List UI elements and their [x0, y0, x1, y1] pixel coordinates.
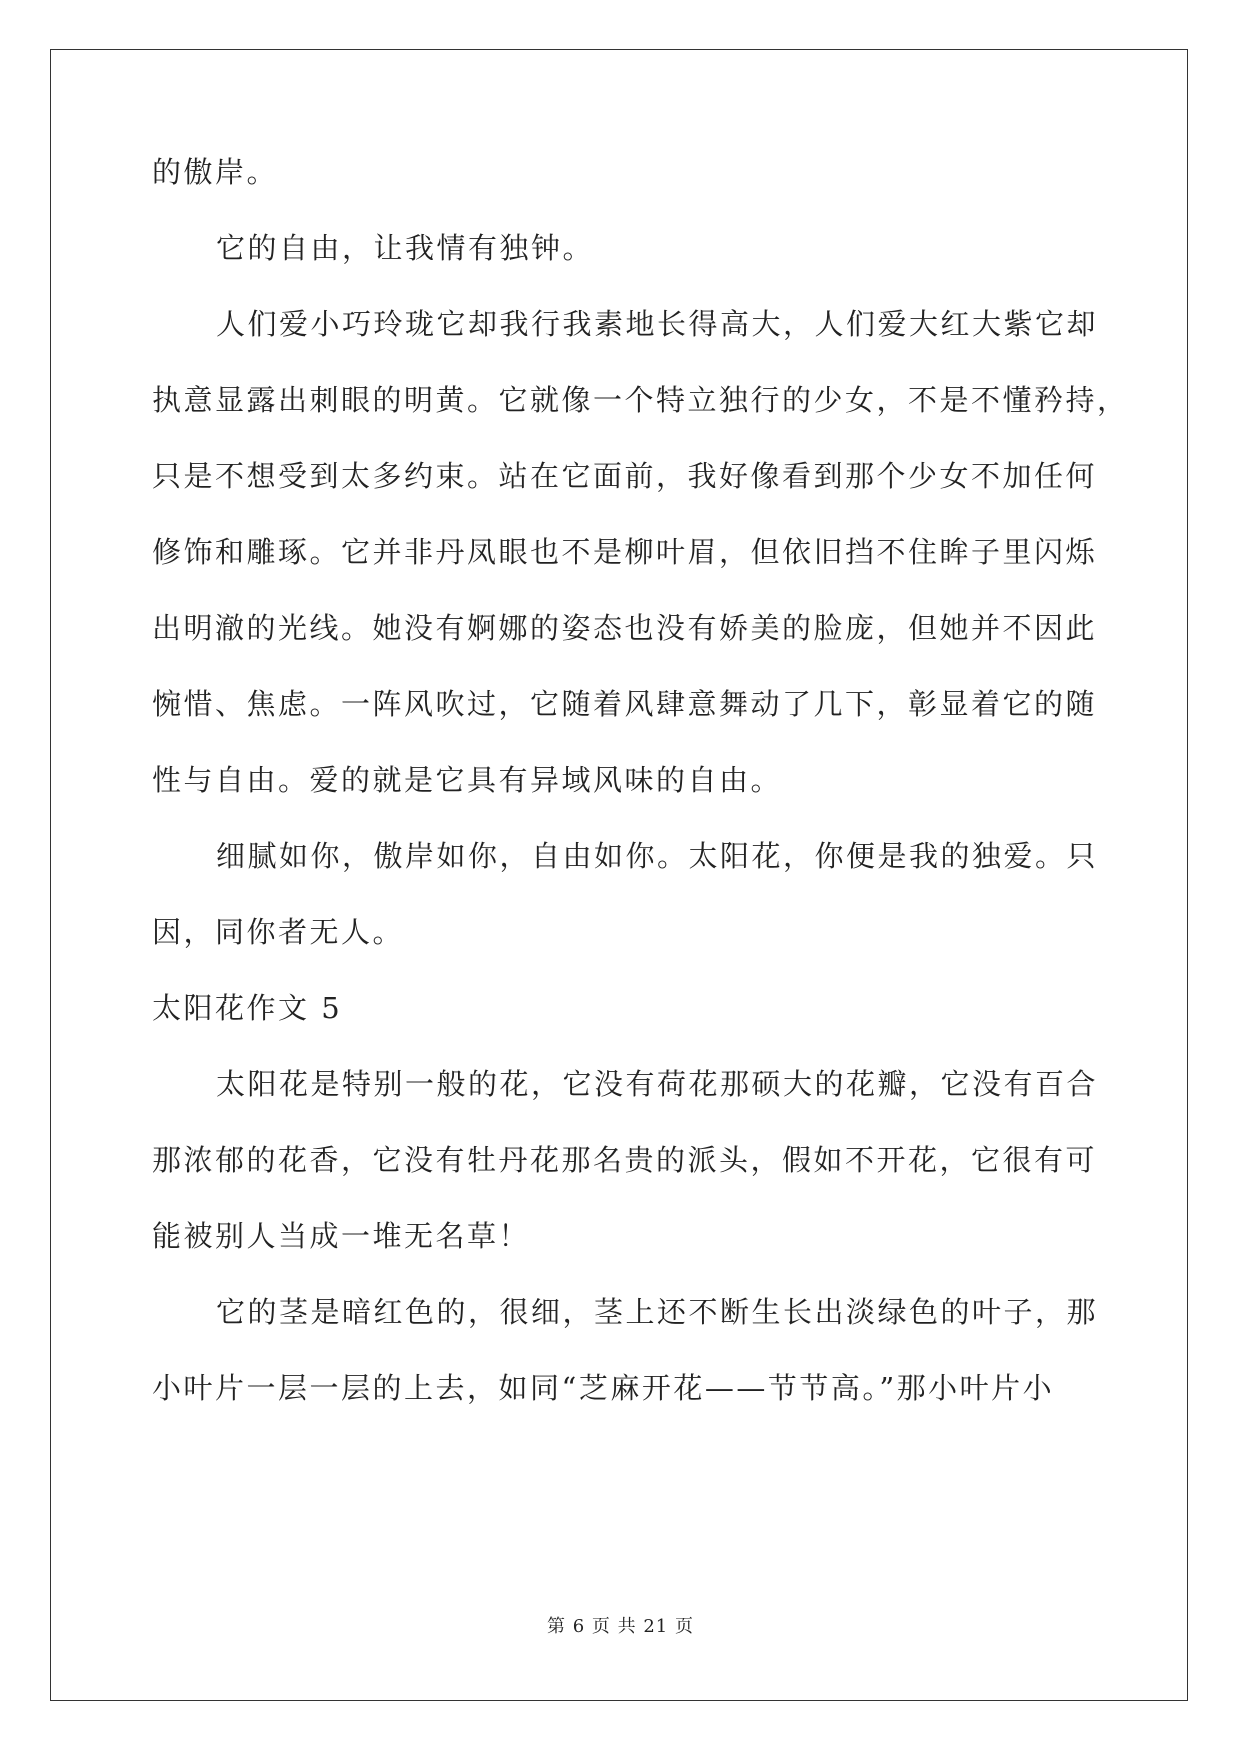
text-line: 它的自由，让我情有独钟。 — [216, 231, 595, 265]
text-line: 人们爱小巧玲珑它却我行我素地长得高大，人们爱大红大紫它却 — [216, 307, 1099, 341]
page-footer: 第 6 页 共 21 页 — [547, 1616, 694, 1637]
text-line: 惋惜、焦虑。一阵风吹过，它随着风肆意舞动了几下，彰显着它的随 — [152, 687, 1098, 721]
text-line: 出明澈的光线。她没有婀娜的姿态也没有娇美的脸庞，但她并不因此 — [152, 611, 1098, 645]
text-line: 只是不想受到太多约束。站在它面前，我好像看到那个少女不加任何 — [152, 459, 1098, 493]
text-line: 因，同你者无人。 — [152, 915, 405, 949]
text-line: 执意显露出刺眼的明黄。它就像一个特立独行的少女，不是不懂矜持， — [152, 383, 1129, 417]
text-line: 修饰和雕琢。它并非丹凤眼也不是柳叶眉，但依旧挡不住眸子里闪烁 — [152, 535, 1098, 569]
text-line: 那浓郁的花香，它没有牡丹花那名贵的派头，假如不开花，它很有可 — [152, 1143, 1098, 1177]
text-line: 的傲岸。 — [152, 155, 279, 189]
text-line: 太阳花是特别一般的花，它没有荷花那硕大的花瓣，它没有百合 — [216, 1067, 1099, 1101]
text-line: 性与自由。爱的就是它具有异域风味的自由。 — [152, 763, 783, 797]
text-line: 细腻如你，傲岸如你，自由如你。太阳花，你便是我的独爱。只 — [216, 839, 1099, 873]
page-frame — [50, 49, 1188, 1701]
text-line: 小叶片一层一层的上去，如同“芝麻开花——节节高。”那小叶片小 — [152, 1371, 1055, 1405]
section-heading: 太阳花作文 5 — [152, 991, 343, 1025]
text-line: 它的茎是暗红色的，很细，茎上还不断生长出淡绿色的叶子，那 — [216, 1295, 1099, 1329]
text-line: 能被别人当成一堆无名草！ — [152, 1219, 531, 1253]
